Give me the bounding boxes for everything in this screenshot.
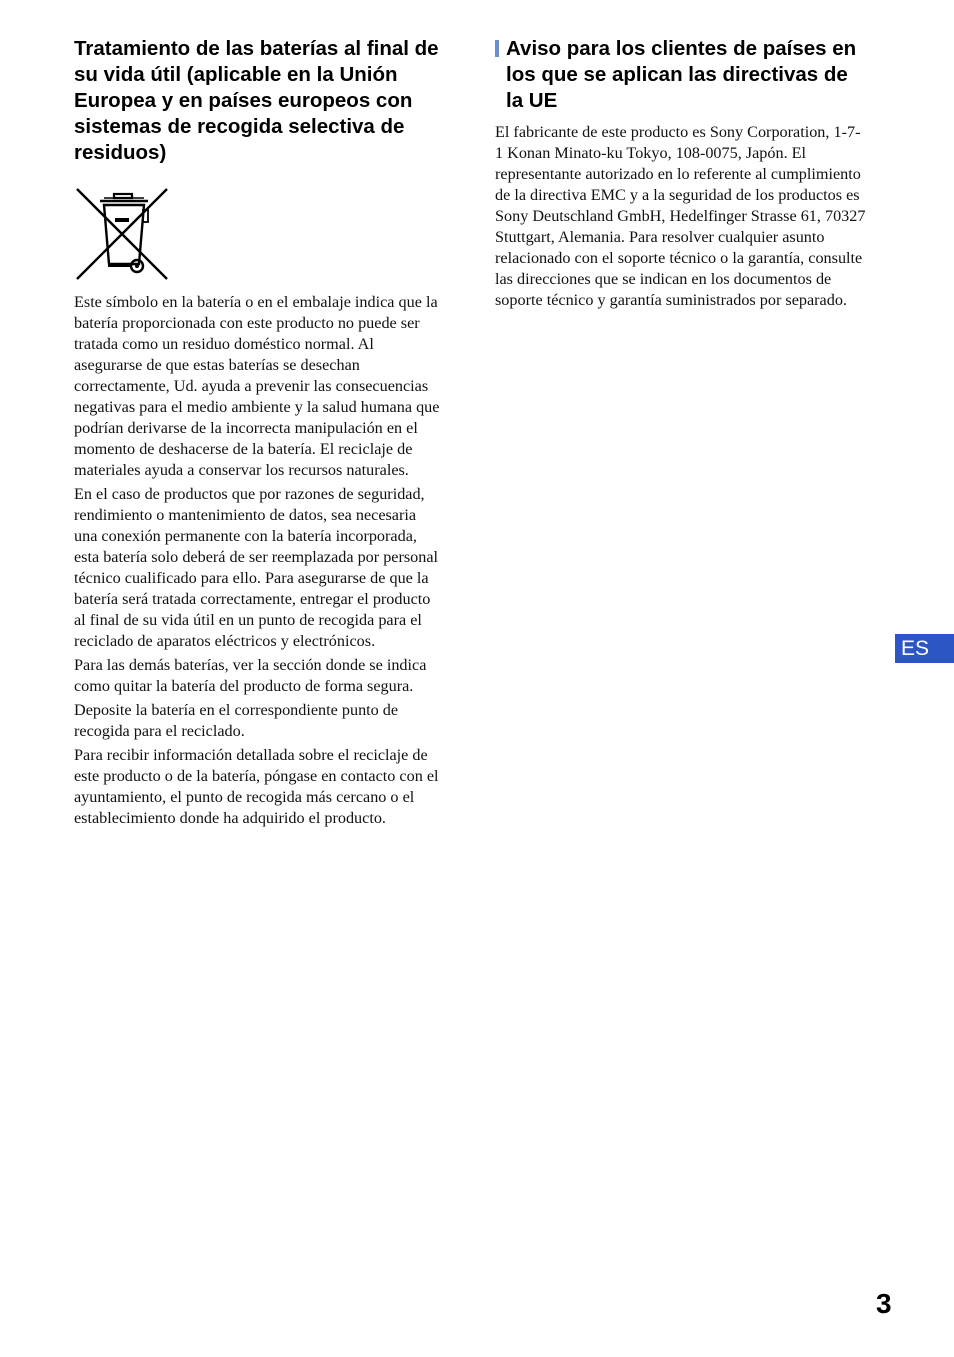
eu-directives-heading-block [495,36,867,114]
page-number: 3 [876,1288,892,1319]
body-paragraph: El fabricante de este producto es Sony Corporation, 1-7-1 Konan Minato-ku Tokyo, 108-0075, Japón. El representante autorizado en lo referente al cumplimiento de la directiva EMC y a la seguridad de los productos es Sony Deutschland GmbH, Hedelfinger Strasse 61, 70327 Stuttgart, Alemania. Para resolver cualquier asunto relacionado con el soporte técnico o la garantía, consulte las direcciones que se indican en los documentos de soporte técnico y garantía suministrados por separado. [495,123,866,309]
crossed-out-wheeled-bin-icon [74,186,170,282]
heading-marker [495,40,499,57]
left-column [74,36,442,832]
eu-directives-heading: Aviso para los clientes de países en los que se aplican las directivas de la UE [506,37,857,112]
body-paragraph: Para recibir información detallada sobre el reciclaje de este producto o de la batería, póngase en contacto con el ayuntamiento, el punto de recogida más cercano o el establecimiento donde ha adquirido el producto. [74,746,439,827]
body-paragraph: Este símbolo en la batería o en el embalaje indica que la batería proporcionada con este producto no puede ser tratada como un residuo doméstico normal. Al asegurarse de que estas baterías se desechan correctamente, Ud. ayuda a prevenir las consecuencias negativas para el medio ambiente y la salud humana que podrían derivarse de la incorrecta manipulación en el momento de deshacerse de la batería. El reciclaje de materiales ayuda a conservar los recursos naturales. [74,293,440,479]
body-paragraph: En el caso de productos que por razones de seguridad, rendimiento o mantenimiento de datos, sea necesaria una conexión permanente con la batería incorporada, esta batería solo deberá de ser reemplazada por personal técnico cualificado para ello. Para asegurarse de que la batería será tratada correctamente, entregar el producto al final de su vida útil en un punto de recogida para el reciclado de aparatos eléctricos y electrónicos. [74,485,439,650]
right-column [495,36,867,314]
language-tab: ES [895,634,954,663]
body-paragraph: Para las demás baterías, ver la sección donde se indica como quitar la batería del producto de forma segura. [74,656,427,695]
body-paragraph: Deposite la batería en el correspondiente punto de recogida para el reciclado. [74,701,399,740]
battery-disposal-heading: Tratamiento de las baterías al final de su vida útil (aplicable en la Unión Europea y en países europeos con sistemas de recogida selectiva de residuos) [74,37,439,164]
